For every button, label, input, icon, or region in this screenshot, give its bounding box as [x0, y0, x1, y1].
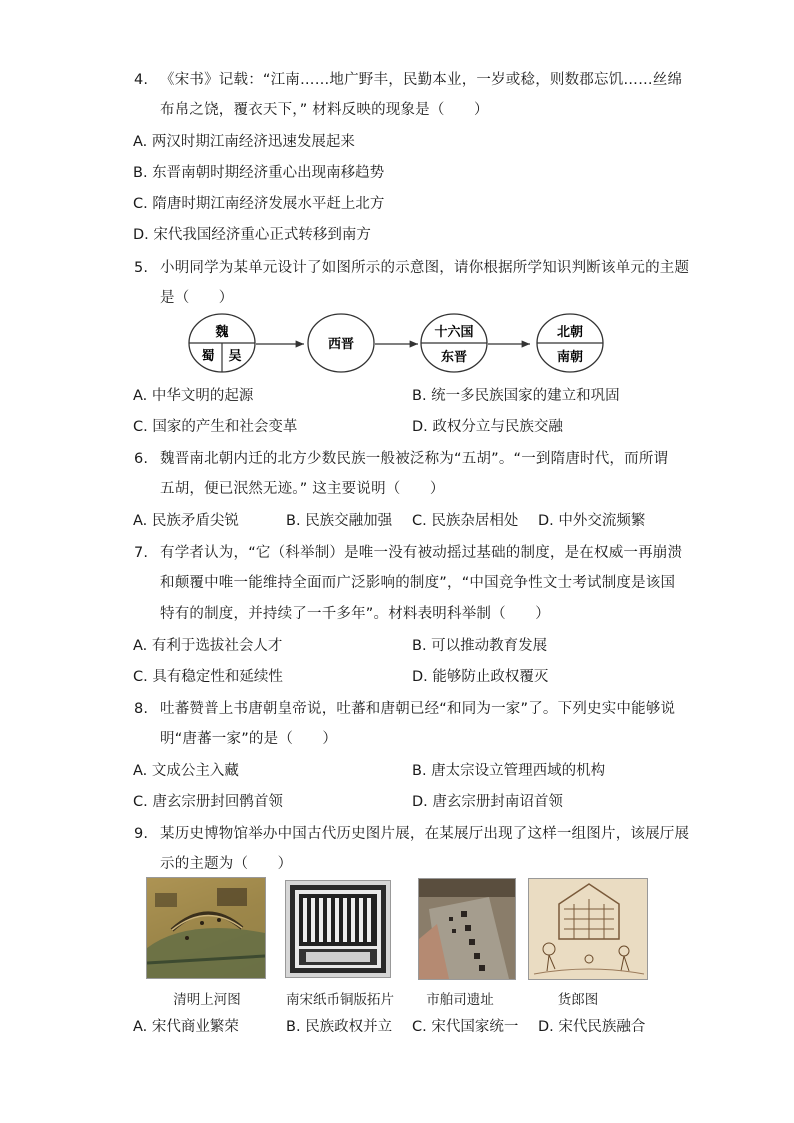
q7-option-c[interactable]: C. 具有稳定性和延续性: [133, 669, 283, 685]
q6-line2: 五胡，便已泯然无迹。” 这主要说明（ ）: [160, 481, 445, 497]
q5-line1: [134, 256, 689, 277]
q6-number: 6.: [134, 451, 149, 467]
q9-line2: 示的主题为（ ）: [160, 856, 293, 872]
q8-stem: 吐蕃赞普上书唐朝皇帝说，吐蕃和唐朝已经“和同为一家”了。下列史实中能够说: [160, 701, 676, 717]
shibosi-ruins-image: [418, 878, 516, 980]
q7-number: 7.: [134, 545, 149, 561]
q7-option-a[interactable]: A. 有利于选拔社会人才: [133, 638, 283, 654]
caption-shibosi: 市舶司遗址: [426, 992, 494, 1008]
q4-number: 4.: [134, 72, 149, 88]
southern-song-paper-money-image: [285, 880, 391, 978]
label-nanchao: 南朝: [556, 350, 584, 365]
q9-option-b[interactable]: B. 民族政权并立: [286, 1019, 393, 1035]
q6-stem: 魏晋南北朝内迁的北方少数民族一般被泛称为“五胡”。“一到隋唐时代，而所谓: [160, 451, 669, 467]
label-xijin: 西晋: [327, 337, 355, 352]
caption-huolang: 货郎图: [557, 992, 599, 1008]
q8-number: 8.: [134, 701, 149, 717]
q5-option-d[interactable]: D. 政权分立与民族交融: [412, 419, 563, 435]
q6-option-c[interactable]: C. 民族杂居相处: [412, 513, 519, 529]
q5-number: 5.: [134, 260, 149, 276]
q7-line3: 特有的制度，并持续了一千多年”。材料表明科举制（ ）: [160, 606, 550, 622]
q8-line1: [134, 697, 675, 718]
caption-paper-money: 南宋纸币铜版拓片: [286, 992, 394, 1008]
qingming-painting-image: [146, 877, 266, 979]
q5-diagram: [182, 312, 612, 376]
q4-option-c[interactable]: C. 隋唐时期江南经济发展水平赶上北方: [133, 196, 385, 212]
q5-option-c[interactable]: C. 国家的产生和社会变革: [133, 419, 298, 435]
q7-option-d[interactable]: D. 能够防止政权覆灭: [412, 669, 549, 685]
q6-option-b[interactable]: B. 民族交融加强: [286, 513, 393, 529]
q9-stem: 某历史博物馆举办中国古代历史图片展，在某展厅出现了这样一组图片，该展厅展: [160, 826, 690, 842]
q9-option-c[interactable]: C. 宋代国家统一: [412, 1019, 519, 1035]
q7-line1: [134, 541, 682, 562]
q8-line2: 明“唐蕃一家”的是（ ）: [160, 731, 338, 747]
q5-option-b[interactable]: B. 统一多民族国家的建立和巩固: [412, 388, 620, 404]
q5-option-a[interactable]: A. 中华文明的起源: [133, 388, 254, 404]
q5-line2: 是（ ）: [160, 290, 234, 306]
q5-stem: 小明同学为某单元设计了如图所示的示意图，请你根据所学知识判断该单元的主题: [160, 260, 690, 276]
q4-option-a[interactable]: A. 两汉时期江南经济迅速发展起来: [133, 134, 355, 150]
label-wu: 吴: [228, 349, 242, 364]
caption-qingming: 清明上河图: [173, 992, 241, 1008]
q8-option-c[interactable]: C. 唐玄宗册封回鹘首领: [133, 794, 283, 810]
q8-option-d[interactable]: D. 唐玄宗册封南诏首领: [412, 794, 563, 810]
q9-line1: [134, 822, 689, 843]
q7-option-b[interactable]: B. 可以推动教育发展: [412, 638, 548, 654]
q9-number: 9.: [134, 826, 149, 842]
q4-stem: 《宋书》记载：“江南……地广野丰，民勤本业，一岁或稔，则数郡忘饥……丝绵: [160, 72, 683, 88]
q7-stem: 有学者认为，“它（科举制）是唯一没有被动摇过基础的制度，是在权威一再崩溃: [160, 545, 683, 561]
q8-option-a[interactable]: A. 文成公主入藏: [133, 763, 239, 779]
q6-option-a[interactable]: A. 民族矛盾尖锐: [133, 513, 239, 529]
q4-line1: [134, 68, 682, 89]
q9-option-d[interactable]: D. 宋代民族融合: [538, 1019, 646, 1035]
q4-option-b[interactable]: B. 东晋南朝时期经济重心出现南移趋势: [133, 165, 385, 181]
q6-line1: [134, 447, 668, 468]
q7-line2: 和颠覆中唯一能维持全面而广泛影响的制度”，“中国竞争性文士考试制度是该国: [160, 575, 676, 591]
q9-option-a[interactable]: A. 宋代商业繁荣: [133, 1019, 239, 1035]
label-wei: 魏: [215, 325, 229, 340]
q4-option-d[interactable]: D. 宋代我国经济重心正式转移到南方: [133, 227, 371, 243]
label-shu: 蜀: [201, 349, 215, 364]
q8-option-b[interactable]: B. 唐太宗设立管理西域的机构: [412, 763, 606, 779]
label-shiliuguo: 十六国: [434, 325, 474, 340]
label-dongjin: 东晋: [440, 350, 468, 365]
label-beichao: 北朝: [556, 325, 584, 340]
huolang-painting-image: [528, 878, 648, 980]
q6-option-d[interactable]: D. 中外交流频繁: [538, 513, 646, 529]
q4-line2: 布帛之饶，覆衣天下，” 材料反映的现象是（ ）: [160, 102, 489, 118]
